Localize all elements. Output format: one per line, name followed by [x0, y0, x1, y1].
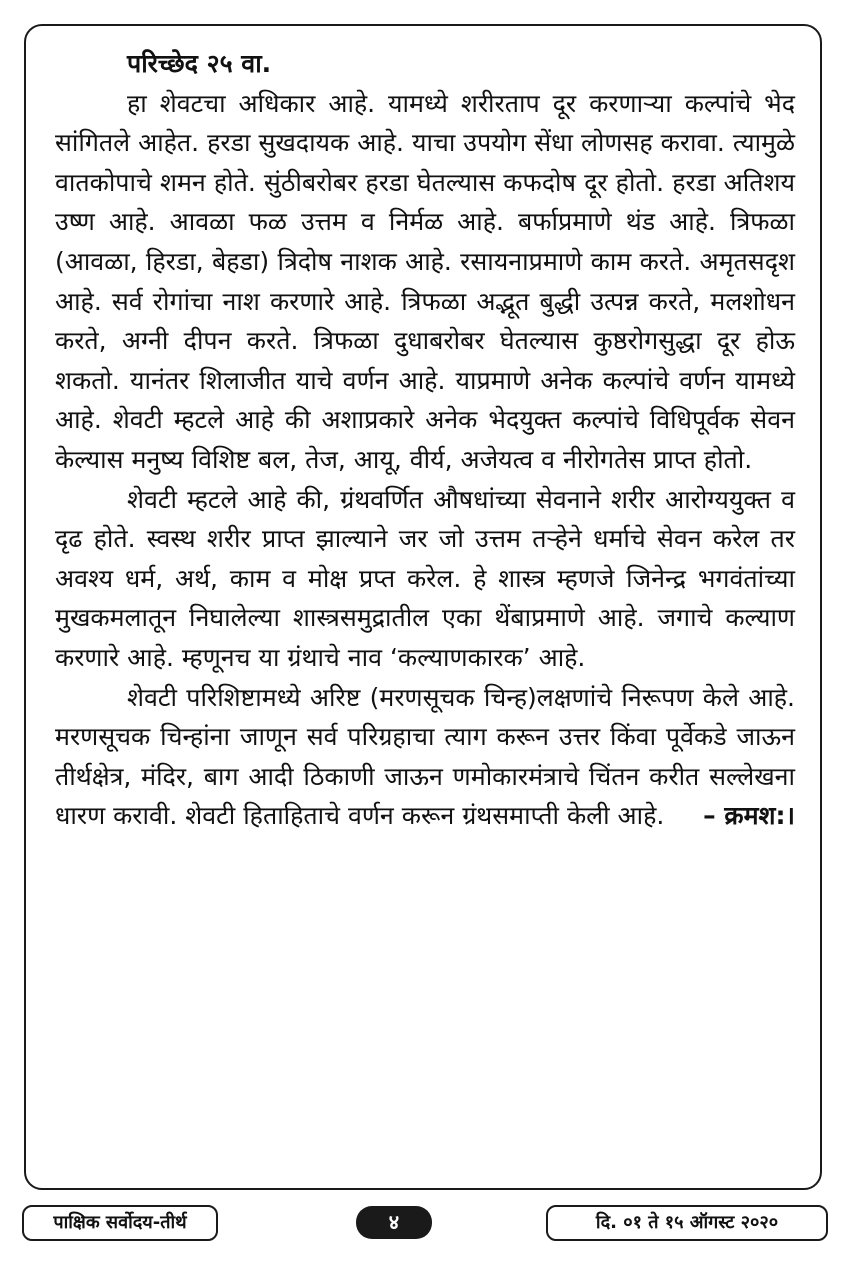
paragraph-2: शेवटी म्हटले आहे की, ग्रंथवर्णित औषधांच्या सेवनाने शरीर आरोग्ययुक्त व दृढ होते. स्वस्थ शरीर प्राप्त झाल्याने जर जो उत्तम तऱ्हेने धर्माचे सेवन करेल तर अवश्य धर्म, अर्थ, काम व मोक्ष प्रप्त करेल. हे शास्त्र म्हणजे जिनेन्द्र भगवंतांच्या मुखकमलातून निघालेल्या शास्त्रसमुद्रातील एका थेंबाप्रमाणे आहे. जगाचे कल्याण करणारे आहे. म्हणूनच या ग्रंथाचे नाव ‘कल्याणकारक’ आहे. [55, 484, 795, 672]
paragraph-1: हा शेवटचा अधिकार आहे. यामध्ये शरीरताप दूर करणाऱ्या कल्पांचे भेद सांगितले आहेत. हरडा सुखदायक आहे. याचा उपयोग सेंधा लोणसह करावा. त्यामुळे वातकोपाचे शमन होते. सुंठीबरोबर हरडा घेतल्यास कफदोष दूर होतो. हरडा अतिशय उष्ण आहे. आवळा फळ उत्तम व निर्मळ आहे. बर्फाप्रमाणे थंड आहे. त्रिफळा (आवळा, हिरडा, बेहडा) त्रिदोष नाशक आहे. रसायनाप्रमाणे काम करते. अमृतसदृश आहे. सर्व रोगांचा नाश करणारे आहे. त्रिफळा अद्भूत बुद्धी उत्पन्न करते, मलशोधन करते, अग्नी दीपन करते. त्रिफळा दुधाबरोबर घेतल्यास कुष्ठरोगसुद्धा दूर होऊ शकतो. यानंतर शिलाजीत याचे वर्णन आहे. याप्रमाणे अनेक कल्पांचे वर्णन यामध्ये आहे. शेवटी म्हटले आहे की अशाप्रकारे अनेक भेदयुक्त कल्पांचे विधिपूर्वक सेवन केल्यास मनुष्य विशिष्ट बल, तेज, आयू, वीर्य, अजेयत्व व नीरोगतेस प्राप्त होतो. [55, 88, 795, 474]
page-number: ४ [356, 1206, 432, 1239]
issue-date: दि. ०१ ते १५ ऑगस्ट २०२० [546, 1205, 828, 1241]
paragraph-3 [55, 678, 795, 836]
continued-marker: – क्रमश:। [703, 801, 795, 831]
paragraph-3-text: शेवटी परिशिष्टामध्ये अरिष्ट (मरणसूचक चिन्ह)लक्षणांचे निरूपण केले आहे. मरणसूचक चिन्हांना जाणून सर्व परिग्रहाचा त्याग करून उत्तर किंवा पूर्वेकडे जाऊन तीर्थक्षेत्र, मंदिर, बाग आदी ठिकाणी जाऊन णमोकारमंत्राचे चिंतन करीत सल्लेखना धारण करावी. शेवटी हिताहिताचे वर्णन करून ग्रंथसमाप्ती केली आहे. [55, 682, 795, 831]
article-content [55, 44, 795, 836]
section-heading: परिच्छेद २५ वा. [127, 49, 272, 78]
publication-name: पाक्षिक सर्वोदय-तीर्थ [22, 1205, 218, 1241]
